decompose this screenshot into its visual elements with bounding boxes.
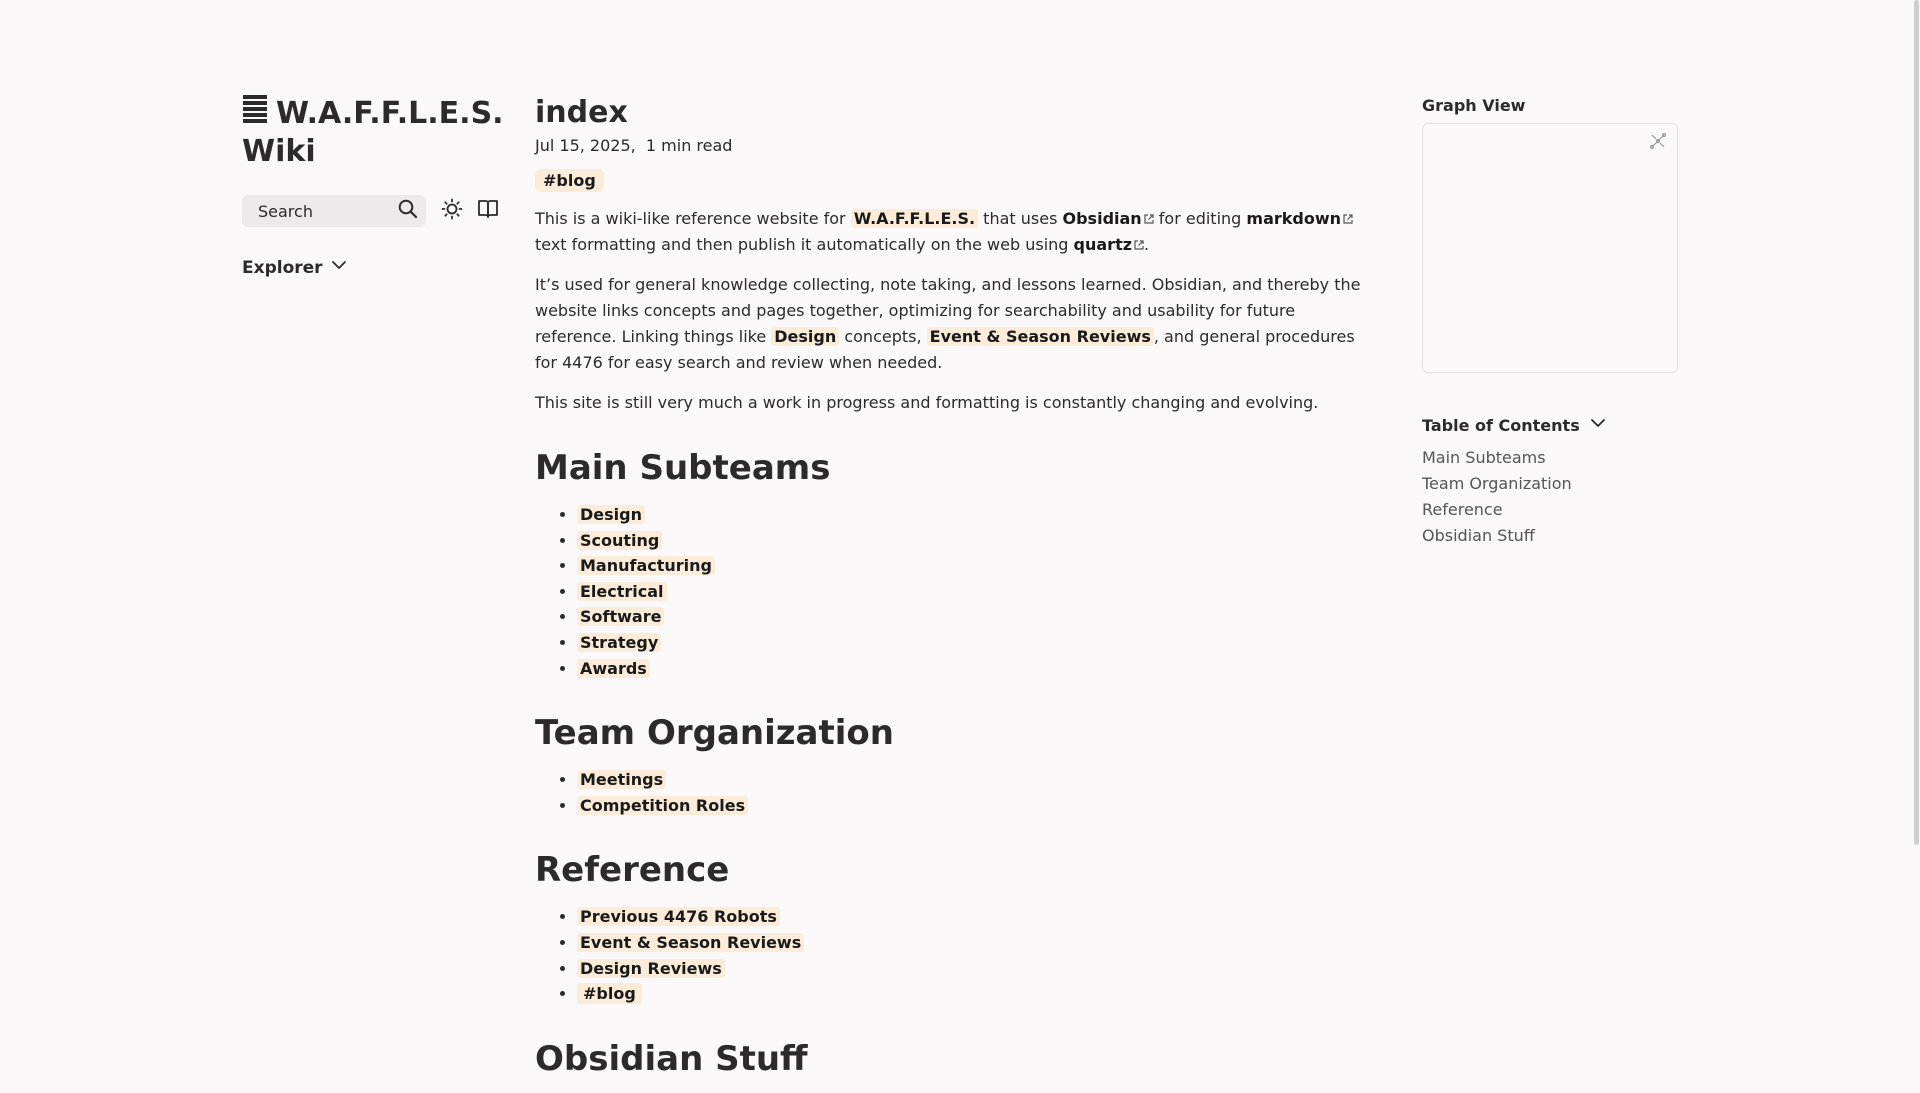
page-scrollbar[interactable]: [1912, 0, 1920, 1080]
sun-icon: [441, 198, 463, 224]
link-design[interactable]: Design: [577, 505, 645, 524]
book-icon: [477, 198, 499, 224]
list-item: [577, 604, 1375, 630]
list-item: [577, 553, 1375, 579]
read-time: 1 min read: [645, 136, 733, 155]
link-awards[interactable]: Awards: [577, 659, 650, 678]
graph-view-label: Graph View: [1422, 96, 1526, 115]
link-obsidian[interactable]: Obsidian: [1063, 209, 1154, 228]
list-item: [577, 579, 1375, 605]
search-label: Search: [258, 201, 313, 221]
link-event-season-reviews[interactable]: Event & Season Reviews: [577, 933, 804, 952]
toc-item-team-organization[interactable]: Team Organization: [1422, 474, 1572, 493]
page-title: index: [535, 95, 628, 130]
list-item: [577, 904, 1375, 930]
intro-paragraph-1: This is a wiki-like reference website for W.A.F.F.L.E.S. that uses Obsidian for editing markdown text formatting and then publish it automatically on the web using quartz .: [535, 206, 1375, 258]
scrollbar-thumb[interactable]: [1914, 0, 1919, 845]
reader-mode-button[interactable]: [476, 199, 500, 223]
theme-toggle-button[interactable]: [440, 199, 464, 223]
sidebar-tools: [242, 195, 504, 227]
link-markdown[interactable]: markdown: [1246, 209, 1353, 228]
link-previous-robots[interactable]: Previous 4476 Robots: [577, 907, 780, 926]
toc-label: Table of Contents: [1422, 415, 1580, 435]
right-sidebar: [1422, 96, 1678, 549]
heading-team-organization: Team Organization: [535, 713, 894, 754]
explorer-label: Explorer: [242, 257, 323, 278]
site-title[interactable]: [242, 94, 504, 169]
graph-view[interactable]: [1422, 123, 1678, 373]
link-electrical[interactable]: Electrical: [577, 582, 667, 601]
chevron-down-icon: [1580, 415, 1606, 435]
external-link-icon: [1144, 214, 1154, 224]
toc-item-obsidian-stuff[interactable]: Obsidian Stuff: [1422, 526, 1535, 545]
tag-blog[interactable]: #blog: [535, 169, 604, 192]
list-item: [577, 528, 1375, 554]
article: [535, 94, 1375, 1093]
heading-reference: Reference: [535, 850, 730, 891]
explorer-toggle[interactable]: [242, 257, 504, 278]
link-software[interactable]: Software: [577, 607, 664, 626]
intro-paragraph-3: This site is still very much a work in progress and formatting is constantly changing and evolving.: [535, 393, 1319, 412]
heading-main-subteams: Main Subteams: [535, 448, 831, 488]
heading-obsidian-stuff: Obsidian Stuff: [535, 1038, 808, 1079]
subteams-list: [535, 502, 1375, 681]
tag-blog[interactable]: #blog: [577, 983, 642, 1004]
list-item: [577, 502, 1375, 528]
external-link-icon: [1343, 214, 1353, 224]
intro-paragraph-2: It’s used for general knowledge collecting, note taking, and lessons learned. Obsidian, and thereby the website links concepts and pages together, optimizing for searchability and usability for future reference. Linking things like Design concepts, Event & Season Reviews , and general procedures for 4476 for easy search and review when needed.: [535, 275, 1361, 372]
search-button[interactable]: [242, 195, 426, 227]
toc-item-main-subteams[interactable]: Main Subteams: [1422, 448, 1546, 467]
page-date: Jul 15, 2025: [535, 136, 631, 155]
link-meetings[interactable]: Meetings: [577, 770, 666, 789]
site-title-text[interactable]: W.A.F.F.L.E.S. Wiki: [242, 96, 504, 169]
search-icon: [398, 199, 418, 223]
left-sidebar: [242, 94, 504, 278]
link-design[interactable]: Design: [771, 327, 839, 346]
page-meta: Jul 15, 2025, 1 min read: [535, 136, 733, 155]
expand-graph-icon[interactable]: [1649, 132, 1667, 154]
list-item: [577, 630, 1375, 656]
external-link-icon: [1134, 240, 1144, 250]
list-item: [577, 767, 1375, 793]
toc-toggle[interactable]: [1422, 415, 1678, 435]
waffle-logo-icon: [242, 94, 268, 134]
organization-list: [535, 767, 1375, 818]
list-item: [577, 981, 1375, 1007]
toc-list: [1422, 445, 1678, 549]
link-waffles[interactable]: W.A.F.F.L.E.S.: [851, 209, 978, 228]
link-scouting[interactable]: Scouting: [577, 531, 662, 550]
list-item: [577, 956, 1375, 982]
list-item: [577, 793, 1375, 819]
link-design-reviews[interactable]: Design Reviews: [577, 959, 725, 978]
link-quartz[interactable]: quartz: [1074, 235, 1145, 254]
link-event-season-reviews[interactable]: Event & Season Reviews: [927, 327, 1154, 346]
chevron-down-icon: [323, 257, 347, 278]
list-item: [577, 930, 1375, 956]
link-strategy[interactable]: Strategy: [577, 633, 661, 652]
link-manufacturing[interactable]: Manufacturing: [577, 556, 715, 575]
reference-list: [535, 904, 1375, 1006]
toc-item-reference[interactable]: Reference: [1422, 500, 1503, 519]
list-item: [577, 656, 1375, 682]
link-competition-roles[interactable]: Competition Roles: [577, 796, 748, 815]
